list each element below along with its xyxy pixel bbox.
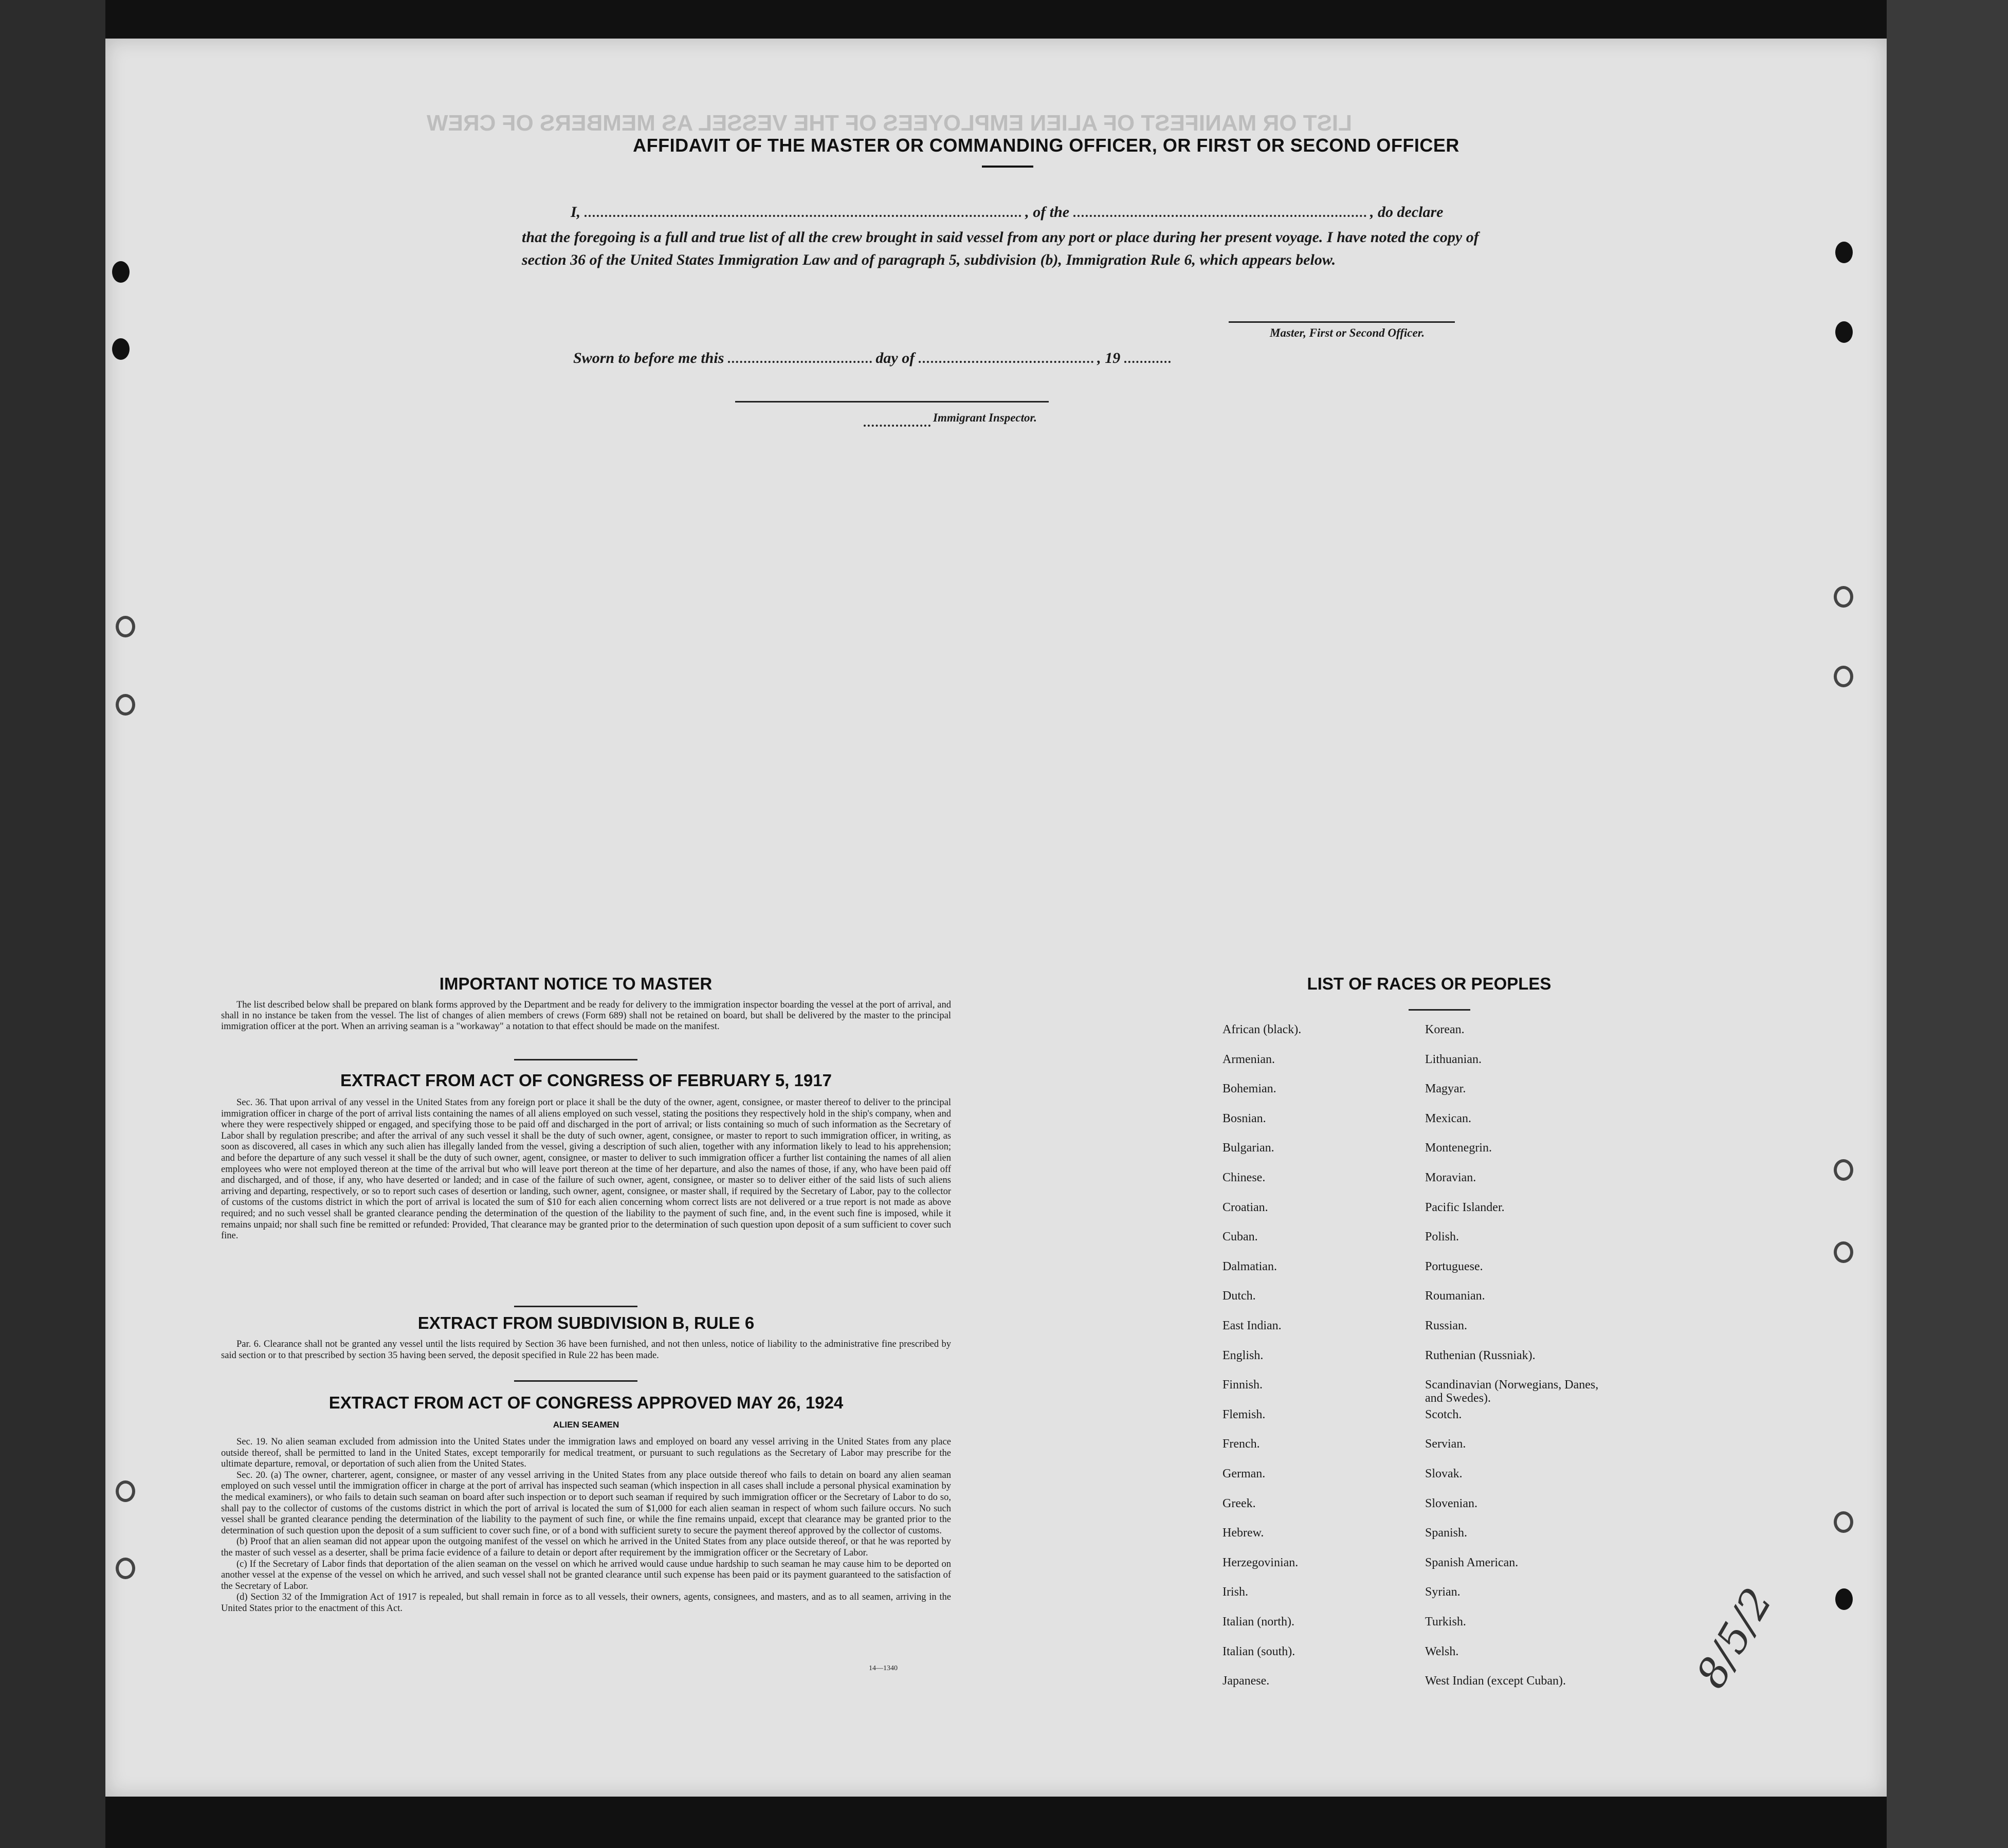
race-item: Mexican. [1425,1111,1471,1125]
race-item: Polish. [1425,1230,1459,1244]
race-item: Moravian. [1425,1171,1476,1184]
race-item: Korean. [1425,1023,1465,1036]
extract-1917-title: EXTRACT FROM ACT OF CONGRESS OF FEBRUARY 5, 1917 [340,1071,832,1090]
sec-20d-paragraph: (d) Section 32 of the Immigration Act of 1917 is repealed, but shall remain in force as to all vessels, their owners, agents, consignees, and masters, and as to all seamen, arriving in the United States prior to the enactment of this Act. [221,1592,951,1614]
right-dark-edge [1887,0,2008,1848]
extract-1917-paragraph: Sec. 36. That upon arrival of any vessel in the United States from any foreign port or place it shall be the duty of the owner, agent, consignee, or master thereof to deliver to the principal immigration officer in charge of the port of arrival lists containing the names of all aliens employed on such vessel, stating the positions they respectively hold in the ship's company, when and where they were respectively shipped or engaged, and specifying those to be paid off and discharged in the port of arrival; or lists containing so much of such information as the Secretary of Labor shall by regulation prescribe; and after the arrival of any such vessel it shall be the duty of such owner, agent, consignee, or master to report to such immigration officer, in writing, as soon as discovered, all cases in which any such alien has illegally landed from the vessel, giving a description of such alien, together with any information likely to lead to his apprehension; and before the departure of any such vessel it shall be the duty of such owner, agent, consignee, or master to deliver to such immigration officer a further list containing the names of all alien employees who were not employed thereon at the time of the arrival but who will leave port thereon at the time of her departure, and also the names of those, if any, who have been paid off and discharged, and of those, if any, who have deserted or landed; and in case of the failure of such owner, agent, consignee, or master so to deliver either of the said lists of such aliens arriving and departing, respectively, or so to report such cases of desertion or landing, such owner, agent, consignee, or master shall, if required by the Secretary of Labor, pay to the collector of customs of the customs district in which the port of arrival is located the sum of $10 for each alien concerning whom correct lists are not delivered or a true report is not made as above required; and no such vessel shall be granted clearance pending the determination of the question of the liability to the payment of such fine, and, in the event such fine is imposed, while it remains unpaid; nor shall such fine be remitted or refunded: Provided, That clearance may be granted prior to the determination of such question upon deposit of a sum sufficient to cover such fine. [221,1097,951,1241]
race-item: Turkish. [1425,1615,1466,1629]
notice-title: IMPORTANT NOTICE TO MASTER [439,974,713,993]
punch-hole [116,694,135,716]
race-item: Croatian. [1222,1200,1268,1214]
race-item: West Indian (except Cuban). [1425,1674,1566,1688]
inspector-dots [864,420,930,427]
extract-1924-text [221,1437,951,1615]
race-item: Welsh. [1425,1644,1459,1658]
race-item: East Indian. [1222,1319,1282,1332]
race-item: Syrian. [1425,1585,1461,1599]
race-item: Japanese. [1222,1674,1270,1688]
punch-hole [1834,1159,1853,1181]
race-item: Cuban. [1222,1230,1258,1244]
sworn-day-field[interactable] [728,357,872,363]
extract-1924-title: EXTRACT FROM ACT OF CONGRESS APPROVED MAY 26, 1924 [328,1393,844,1412]
punch-hole [1834,586,1853,608]
left-dark-edge [0,0,105,1848]
affidavit-title-rule [982,166,1033,168]
punch-hole [1835,242,1853,263]
signature-label: Master, First or Second Officer. [1270,326,1425,339]
punch-hole [1834,666,1853,687]
signature-line[interactable] [1229,321,1455,323]
race-item: Bulgarian. [1222,1141,1274,1155]
race-item: Magyar. [1425,1082,1466,1096]
punch-hole [116,616,135,637]
race-item: French. [1222,1437,1260,1451]
race-item: Dutch. [1222,1289,1256,1303]
notice-paragraph: The list described below shall be prepared on blank forms approved by the Department and be ready for delivery to the immigration inspector boarding the vessel at the port of arrival, and shall in no instance be taken from the vessel. The list of changes of alien members of crews (Form 689) shall not be retained on board, but shall be delivered by the master to the principal immigration officer at the port. When an arriving seaman is a "workaway" a notation to that effect should be made on the manifest. [221,1000,951,1032]
section-divider [514,1059,637,1060]
race-item: Slovenian. [1425,1496,1477,1510]
sworn-month-field[interactable] [919,357,1093,363]
sworn-prefix: Sworn to before me this [573,350,724,367]
race-item: Dalmatian. [1222,1259,1277,1273]
races-title: LIST OF RACES OR PEOPLES [1307,974,1551,993]
extract-rule6-text [221,1339,951,1361]
race-item: Pacific Islander. [1425,1200,1505,1214]
race-item: Hebrew. [1222,1526,1264,1540]
vessel-prefix: , of the [1025,204,1070,221]
race-item: Bosnian. [1222,1111,1266,1125]
affidavit-text: that the foregoing is a full and true list of all the crew brought in said vessel from any port or place during her present voyage. I have noted the copy of section 36 of the United States Immigration Law and of paragraph 5, subdivision (b), Immigration Rule 6, which appears below. [522,229,1479,268]
race-item: Ruthenian (Russniak). [1425,1348,1536,1362]
extract-1917-text [221,1097,951,1242]
punch-hole [1834,1511,1853,1533]
notice-text [221,1000,951,1032]
sec-20c-paragraph: (c) If the Secretary of Labor finds that deportation of the alien seaman on the vessel on which he arrived would cause undue hardship to such seaman he may cause him to be deported on another vessel at the expense of the vessel on which he arrived, and such vessel shall not be granted clearance until such expense has been paid or its payment guaranteed to the satisfaction of the Secretary of Labor. [221,1559,951,1591]
race-item: Spanish. [1425,1526,1468,1540]
punch-hole [1834,1241,1853,1263]
sworn-year-prefix: , 19 [1097,350,1121,367]
race-item: Finnish. [1222,1378,1263,1392]
race-item: Irish. [1222,1585,1248,1599]
race-item: Armenian. [1222,1052,1275,1066]
punch-hole [1835,321,1853,343]
sworn-year-field[interactable] [1124,357,1171,363]
races-title-rule [1409,1009,1470,1011]
extract-rule6-paragraph: Par. 6. Clearance shall not be granted any vessel until the lists required by Section 36 have been furnished, and not then unless, notice of liability to the administrative fine prescribed by said section or to that prescribed by section 35 having been served, the deposit specified in Rule 22 has been made. [221,1339,951,1361]
sec-20b-paragraph: (b) Proof that an alien seaman did not appear upon the outgoing manifest of the vessel on which he arrived in the United States from any place outside thereof, or that he was reported by the master of such vessel as a deserter, shall be prima facie evidence of a failure to detain or deport after requirement by the immigration officer or the Secretary of Labor. [221,1536,951,1558]
pencil-annotation: 8/5/2 [1687,1580,1782,1696]
sworn-day-of: day of [875,350,915,367]
alien-seamen-subtitle: ALIEN SEAMEN [553,1420,619,1430]
race-item: Chinese. [1222,1171,1266,1184]
race-item: Russian. [1425,1319,1468,1332]
declarant-name-field[interactable] [585,211,1021,217]
punch-hole [1835,1588,1853,1610]
declare-suffix: , do declare [1370,204,1444,221]
race-item: Montenegrin. [1425,1141,1492,1155]
inspector-signature-line[interactable] [735,401,1049,402]
punch-hole [112,261,130,283]
form-number: 14—1340 [869,1664,898,1672]
sworn-line [573,350,1171,367]
race-item: African (black). [1222,1023,1302,1036]
race-item: English. [1222,1348,1264,1362]
declarant-prefix: I, [571,204,581,221]
affidavit-declaration-line [571,204,1496,221]
race-item: Greek. [1222,1496,1256,1510]
affidavit-title: AFFIDAVIT OF THE MASTER OR COMMANDING OFFICER, OR FIRST OR SECOND OFFICER [633,135,1459,156]
vessel-name-field[interactable] [1073,211,1366,217]
punch-hole [116,1480,135,1502]
race-item: German. [1222,1467,1266,1480]
inspector-label: Immigrant Inspector. [933,411,1037,424]
race-item: Servian. [1425,1437,1466,1451]
race-item: Scandinavian (Norwegians, Danes, and Swedes). [1425,1378,1599,1405]
race-item: Slovak. [1425,1467,1463,1480]
race-item: Italian (north). [1222,1615,1294,1629]
race-item: Portuguese. [1425,1259,1483,1273]
sec-19-paragraph: Sec. 19. No alien seaman excluded from admission into the United States under the immigration laws and employed on board any vessel arriving in the United States from any place outside thereof, shall be permitted to land in the United States, except temporarily for medical treatment, or pursuant to such regulations as the Secretary of Labor may prescribe for the ultimate departure, removal, or deportation of such alien from the United States. [221,1437,951,1470]
race-item: Flemish. [1222,1407,1266,1421]
section-divider [514,1306,637,1307]
race-item: Lithuanian. [1425,1052,1482,1066]
section-divider [514,1380,637,1382]
race-item: Italian (south). [1222,1644,1295,1658]
punch-hole [116,1558,135,1579]
sec-20a-paragraph: Sec. 20. (a) The owner, charterer, agent, consignee, or master of any vessel arriving in the United States from any place outside thereof who fails to detain on board any alien seaman employed on such vessel until the immigration officer in charge at the port of arrival has inspected such seaman (which inspection in all cases shall include a personal physical examination by the medical examiners), or who fails to detain such seaman on board after such inspection or to deport such seaman if required by such immigration officer or the Secretary of Labor to do so, shall pay to the collector of customs of the customs district in which the port of arrival is located the sum of $1,000 for each alien seaman in respect of whom such failure occurs. No such vessel shall be granted clearance pending the determination of the liability to the payment of such fine, or while the fine remains unpaid, except that clearance may be granted prior to the determination of such question upon the deposit of a sum sufficient to cover such fine, or of a bond with sufficient surety to secure the payment thereof approved by the collector of customs. [221,1470,951,1536]
race-item: Herzegovinian. [1222,1556,1299,1569]
race-item: Scotch. [1425,1407,1462,1421]
race-item: Spanish American. [1425,1556,1519,1569]
race-item: Roumanian. [1425,1289,1485,1303]
punch-hole [112,338,130,360]
extract-rule6-title: EXTRACT FROM SUBDIVISION B, RULE 6 [417,1313,755,1332]
race-item: Bohemian. [1222,1082,1276,1096]
bleed-through-header: LIST OR MANIFEST OF ALIEN EMPLOYEES OF THE VESSEL AS MEMBERS OF CREW [427,111,1353,136]
